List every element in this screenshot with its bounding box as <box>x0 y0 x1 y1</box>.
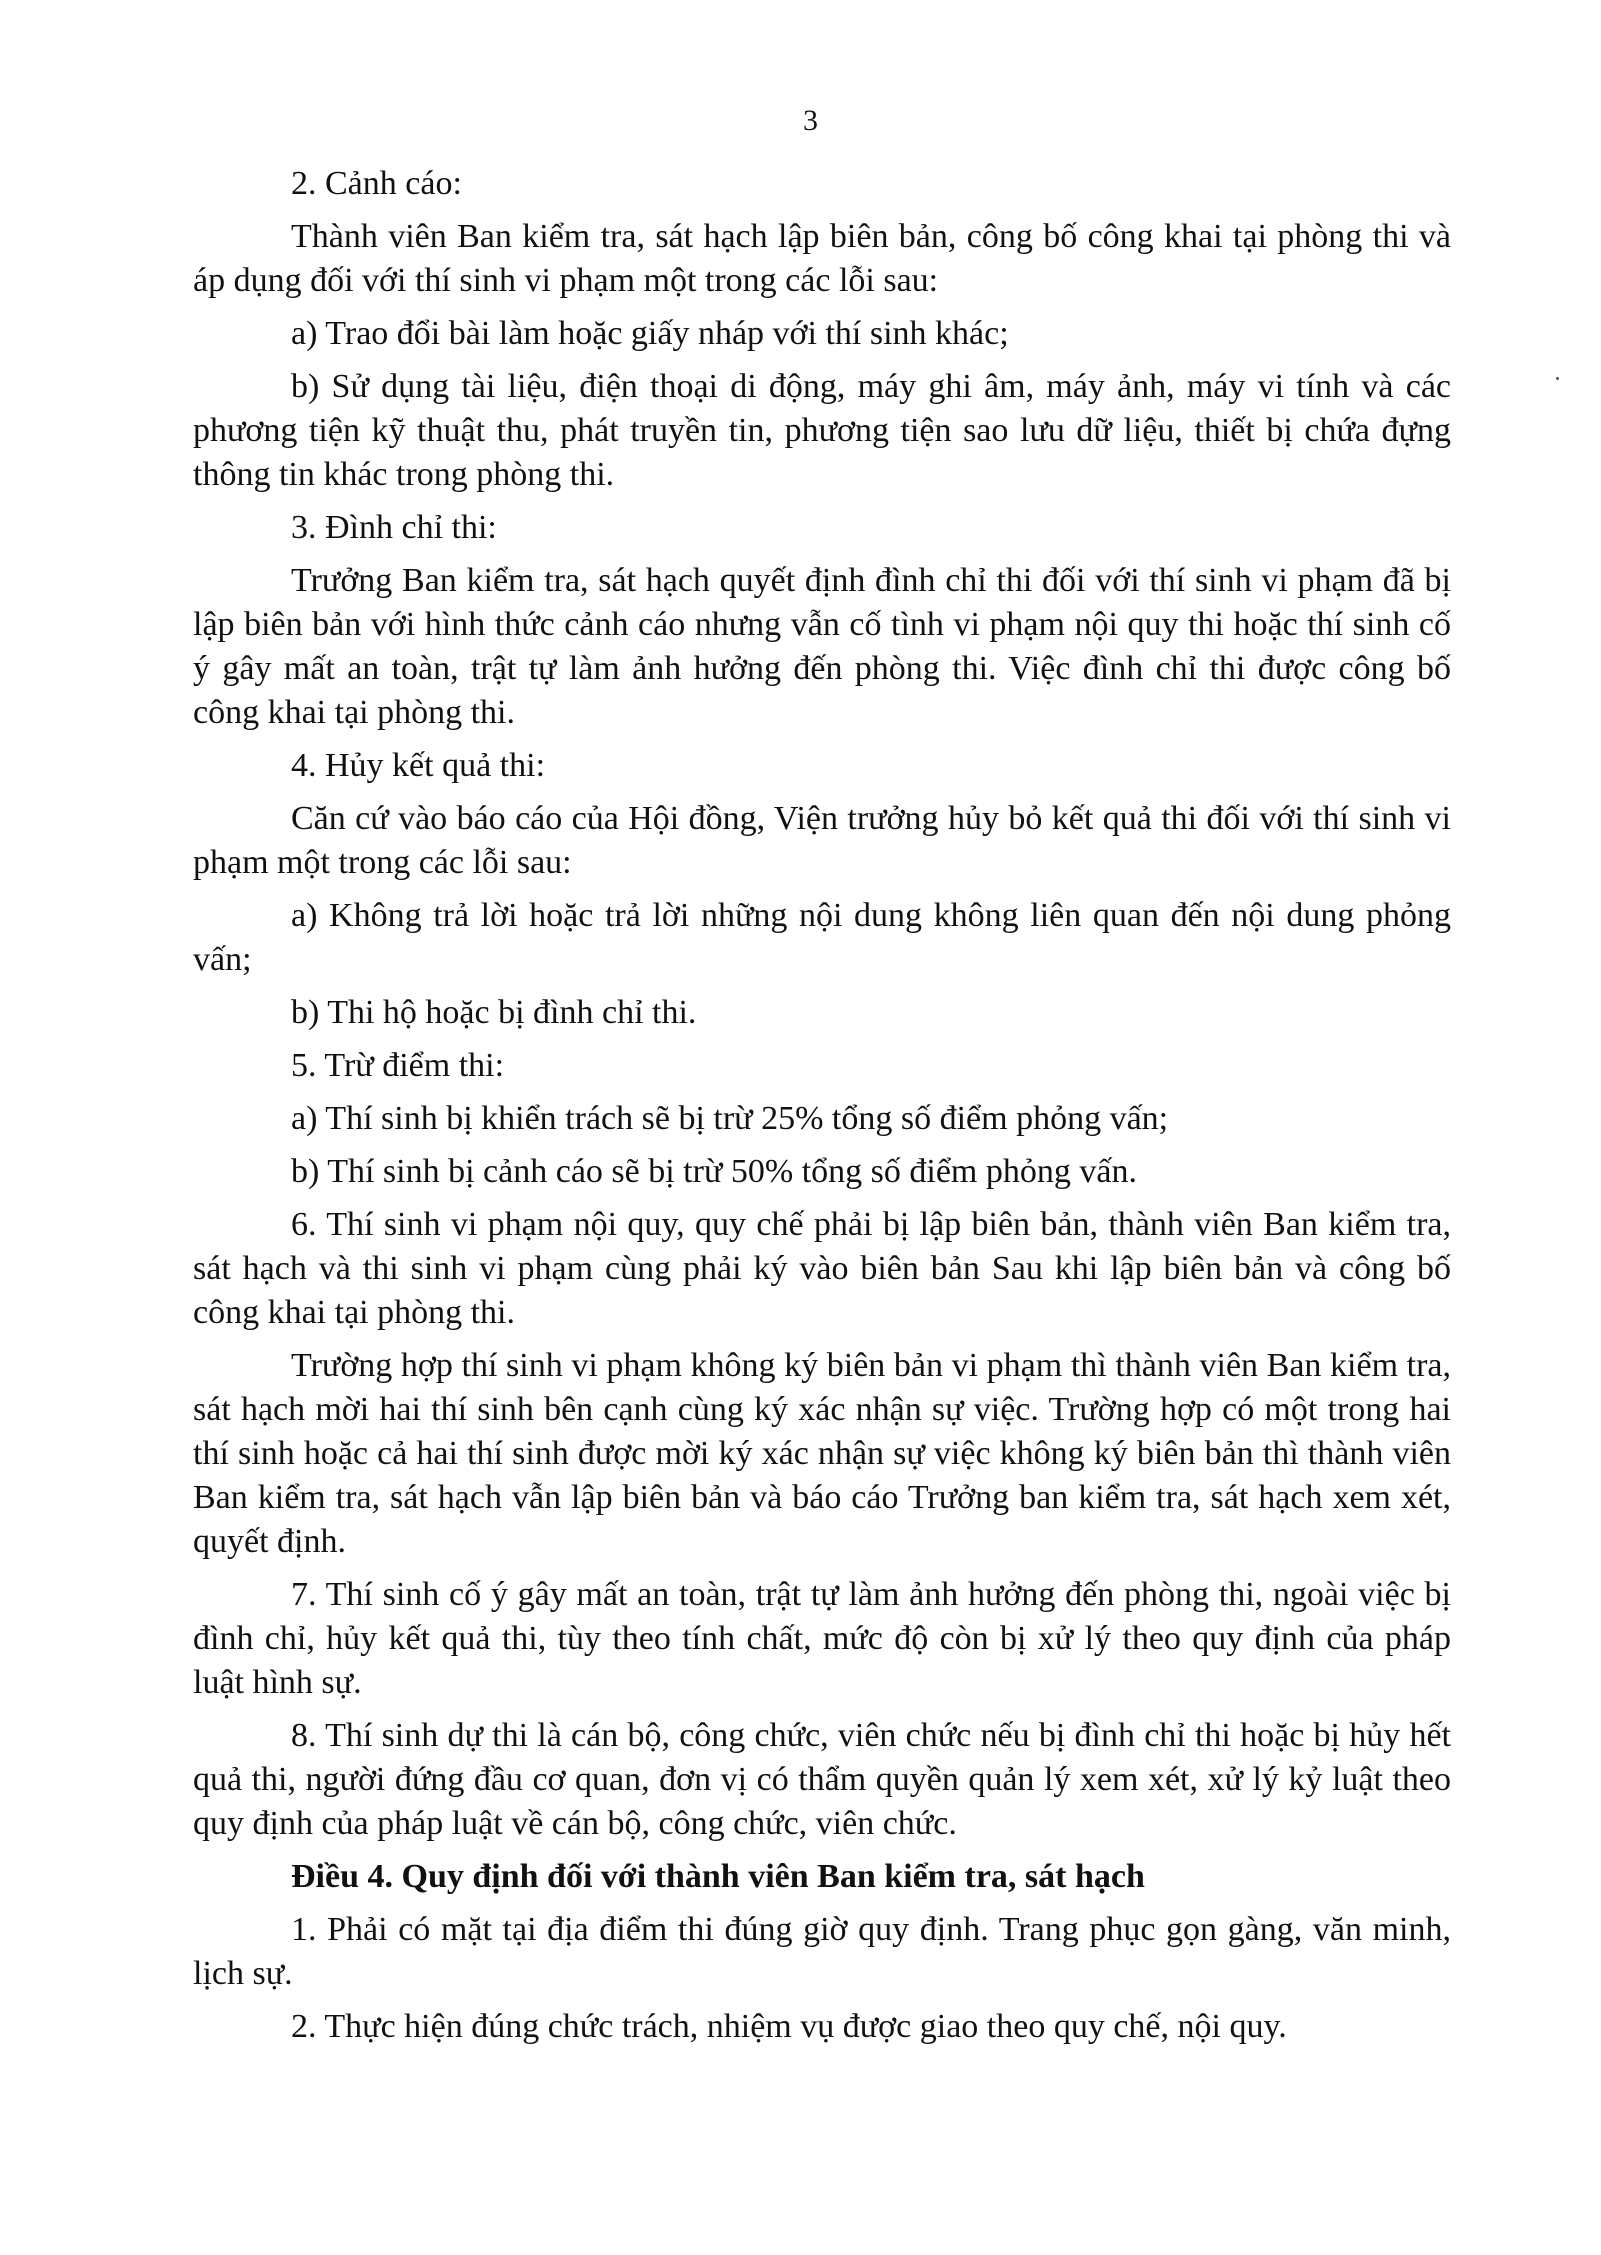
section-cancel-result-title: 4. Hủy kết quả thi: <box>291 747 546 784</box>
cancel-result-intro: Căn cứ vào báo cáo của Hội đồng, Viện trưởng hủy bỏ kết quả thi đối với thí sinh vi phạm một trong các lỗi sau: <box>193 800 1451 881</box>
document-body <box>193 162 1451 2058</box>
page-number: 3 <box>803 104 818 137</box>
item-6-continued: Trường hợp thí sinh vi phạm không ký biên bản vi phạm thì thành viên Ban kiểm tra, sát hạch mời hai thí sinh bên cạnh cùng ký xác nhận sự việc. Trường hợp có một trong hai thí sinh hoặc cả hai thí sinh được mời ký xác nhận sự việc không ký biên bản thì thành viên Ban kiểm tra, sát hạch vẫn lập biên bản và báo cáo Trưởng ban kiểm tra, sát hạch xem xét, quyết định. <box>193 1347 1451 1560</box>
article-4-heading: Điều 4. Quy định đối với thành viên Ban kiểm tra, sát hạch <box>291 1858 1145 1895</box>
suspension-text: Trưởng Ban kiểm tra, sát hạch quyết định đình chỉ thi đối với thí sinh vi phạm đã bị lập biên bản với hình thức cảnh cáo nhưng vẫn cố tình vi phạm nội quy thi hoặc thí sinh cố ý gây mất an toàn, trật tự làm ảnh hưởng đến phòng thi. Việc đình chỉ thi được công bố công khai tại phòng thi. <box>193 562 1451 731</box>
warning-intro: Thành viên Ban kiểm tra, sát hạch lập biên bản, công bố công khai tại phòng thi và áp dụng đối với thí sinh vi phạm một trong các lỗi sau: <box>193 218 1451 299</box>
item-7-text: 7. Thí sinh cố ý gây mất an toàn, trật tự làm ảnh hưởng đến phòng thi, ngoài việc bị đình chỉ, hủy kết quả thi, tùy theo tính chất, mức độ còn bị xử lý theo quy định của pháp luật hình sự. <box>193 1576 1451 1701</box>
cancel-result-item-b: b) Thi hộ hoặc bị đình chỉ thi. <box>291 994 697 1031</box>
scan-speck <box>1556 377 1559 380</box>
deduction-item-b: b) Thí sinh bị cảnh cáo sẽ bị trừ 50% tổng số điểm phỏng vấn. <box>291 1153 1137 1190</box>
section-deduction-title: 5. Trừ điểm thi: <box>291 1047 505 1084</box>
item-6-text: 6. Thí sinh vi phạm nội quy, quy chế phải bị lập biên bản, thành viên Ban kiểm tra, sát hạch và thi sinh vi phạm cùng phải ký vào biên bản Sau khi lập biên bản và công bố công khai tại phòng thi. <box>193 1206 1451 1331</box>
warning-item-a: a) Trao đổi bài làm hoặc giấy nháp với thí sinh khác; <box>291 315 1009 352</box>
article-4-item-2: 2. Thực hiện đúng chức trách, nhiệm vụ được giao theo quy chế, nội quy. <box>291 2008 1287 2045</box>
cancel-result-item-a: a) Không trả lời hoặc trả lời những nội dung không liên quan đến nội dung phỏng vấn; <box>193 897 1451 978</box>
section-suspension-title: 3. Đình chỉ thi: <box>291 509 497 546</box>
article-4-item-1: 1. Phải có mặt tại địa điểm thi đúng giờ quy định. Trang phục gọn gàng, văn minh, lịch sự. <box>193 1911 1451 1992</box>
item-8-text: 8. Thí sinh dự thi là cán bộ, công chức, viên chức nếu bị đình chỉ thi hoặc bị hủy hết quả thi, người đứng đầu cơ quan, đơn vị có thẩm quyền quản lý xem xét, xử lý kỷ luật theo quy định của pháp luật về cán bộ, công chức, viên chức. <box>193 1717 1451 1842</box>
warning-item-b: b) Sử dụng tài liệu, điện thoại di động, máy ghi âm, máy ảnh, máy vi tính và các phương tiện kỹ thuật thu, phát truyền tin, phương tiện sao lưu dữ liệu, thiết bị chứa đựng thông tin khác trong phòng thi. <box>193 368 1451 493</box>
section-warning-title: 2. Cảnh cáo: <box>291 165 462 202</box>
deduction-item-a: a) Thí sinh bị khiển trách sẽ bị trừ 25% tổng số điểm phỏng vấn; <box>291 1100 1169 1137</box>
